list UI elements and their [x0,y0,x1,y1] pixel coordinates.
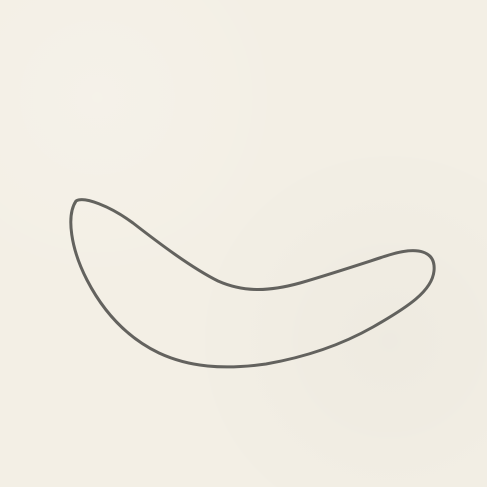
curved-blob-outline [71,200,434,367]
